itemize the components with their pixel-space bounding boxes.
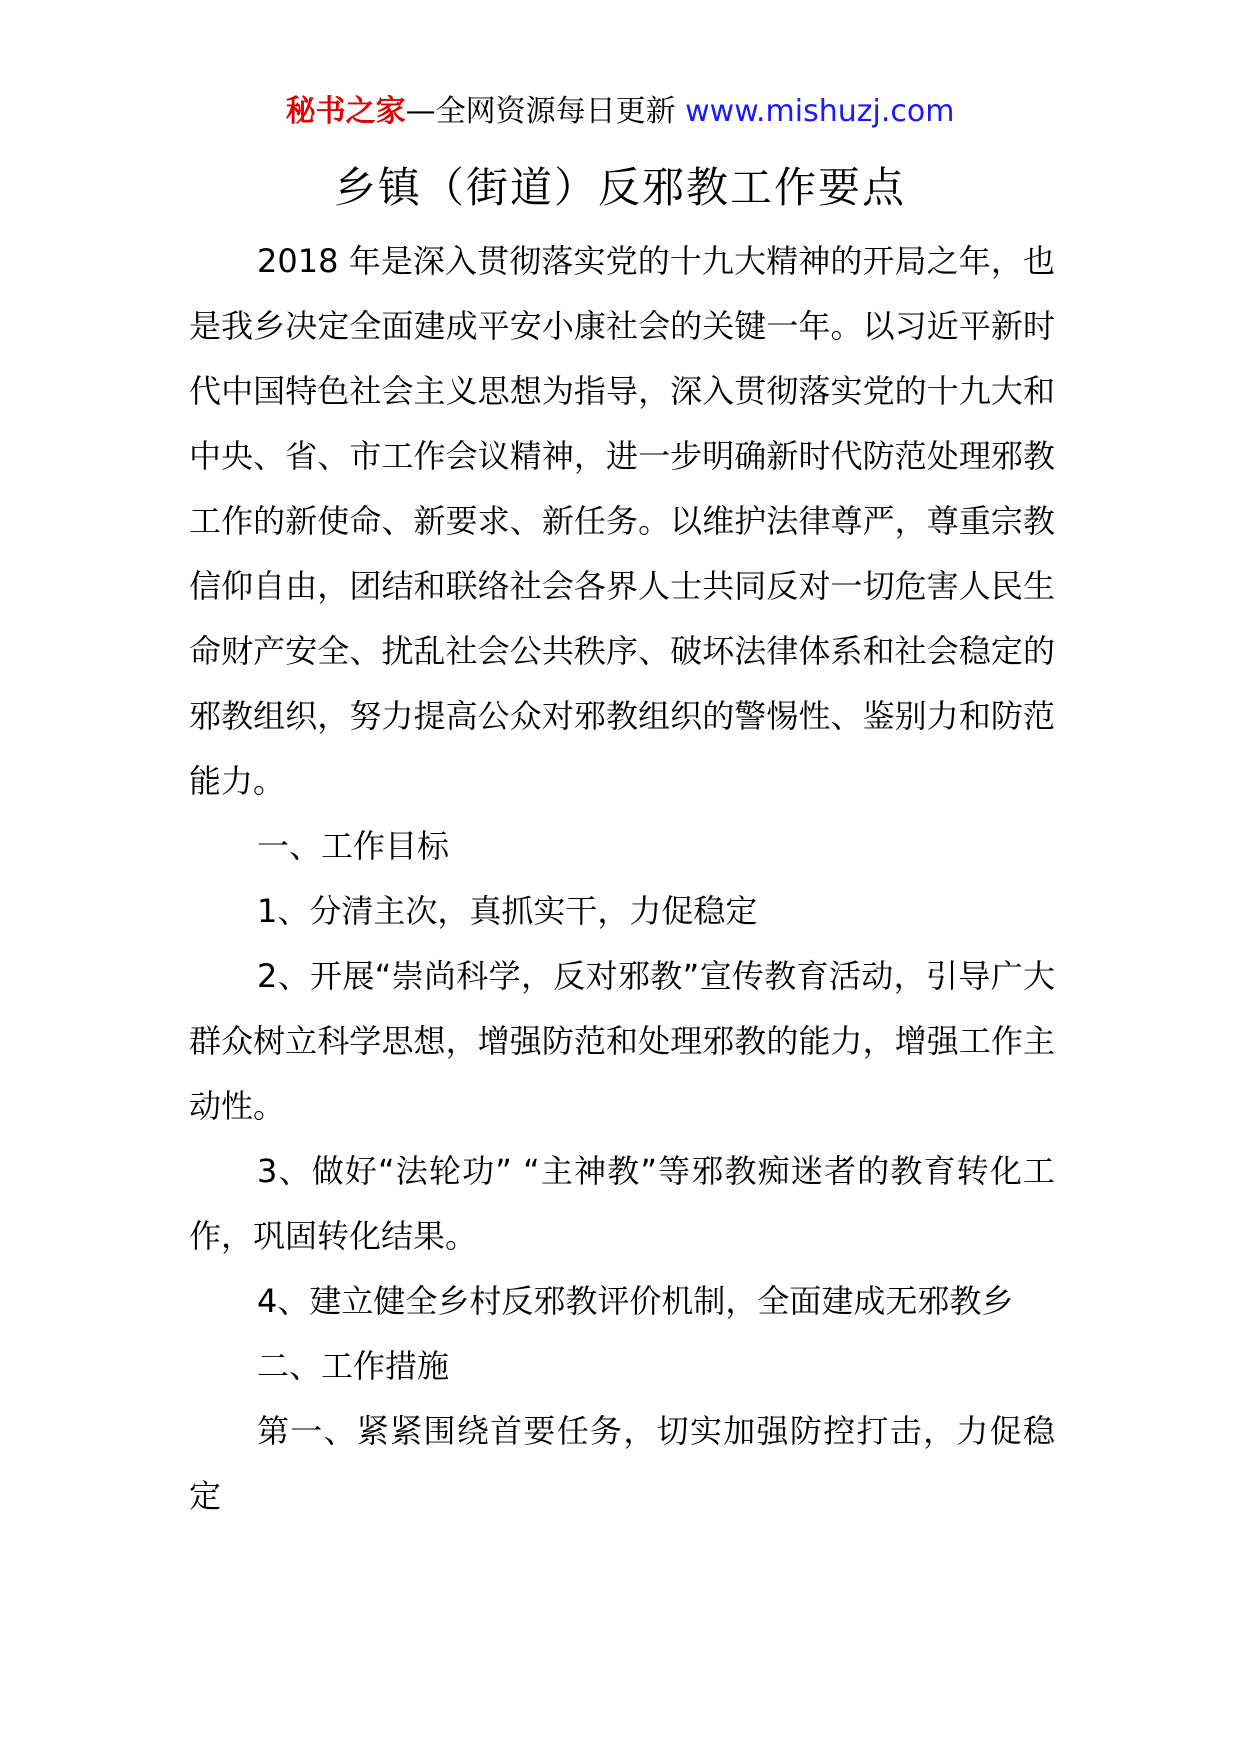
site-url-link[interactable]: www.mishuzj.com: [685, 94, 955, 129]
section-heading-goals: 一、工作目标: [257, 827, 450, 865]
header-tagline: —全网资源每日更新: [405, 94, 686, 129]
section-heading-measures: 二、工作措施: [257, 1347, 450, 1385]
goal-item-4: 4、建立健全乡村反邪教评价机制，全面建成无邪教乡: [257, 1282, 1014, 1320]
site-header: [0, 92, 1240, 132]
intro-paragraph: 2018 年是深入贯彻落实党的十九大精神的开局之年，也是我乡决定全面建成平安小康社会的关键一年。以习近平新时代中国特色社会主义思想为指导，深入贯彻落实党的十九大和中央、省、市工作会议精神，进一步明确新时代防范处理邪教工作的新使命、新要求、新任务。以维护法律尊严，尊重宗教信仰自由，团结和联络社会各界人士共同反对一切危害人民生命财产安全、扰乱社会公共秩序、破坏法律体系和社会稳定的邪教组织，努力提高公众对邪教组织的警惕性、鉴别力和防范能力。: [189, 242, 1055, 800]
goal-item-1: 1、分清主次，真抓实干，力促稳定: [257, 892, 758, 930]
goal-item-2: 2、开展“崇尚科学，反对邪教”宣传教育活动，引导广大群众树立科学思想，增强防范和处理邪教的能力，增强工作主动性。: [189, 957, 1055, 1125]
measure-item-1: 第一、紧紧围绕首要任务，切实加强防控打击，力促稳定: [189, 1412, 1055, 1515]
document-body: [189, 229, 1055, 1529]
document-title: 乡镇（街道）反邪教工作要点: [333, 163, 906, 212]
goal-item-3: 3、做好“法轮功” “主神教”等邪教痴迷者的教育转化工作，巩固转化结果。: [189, 1152, 1055, 1255]
brand-name: 秘书之家: [285, 94, 406, 129]
